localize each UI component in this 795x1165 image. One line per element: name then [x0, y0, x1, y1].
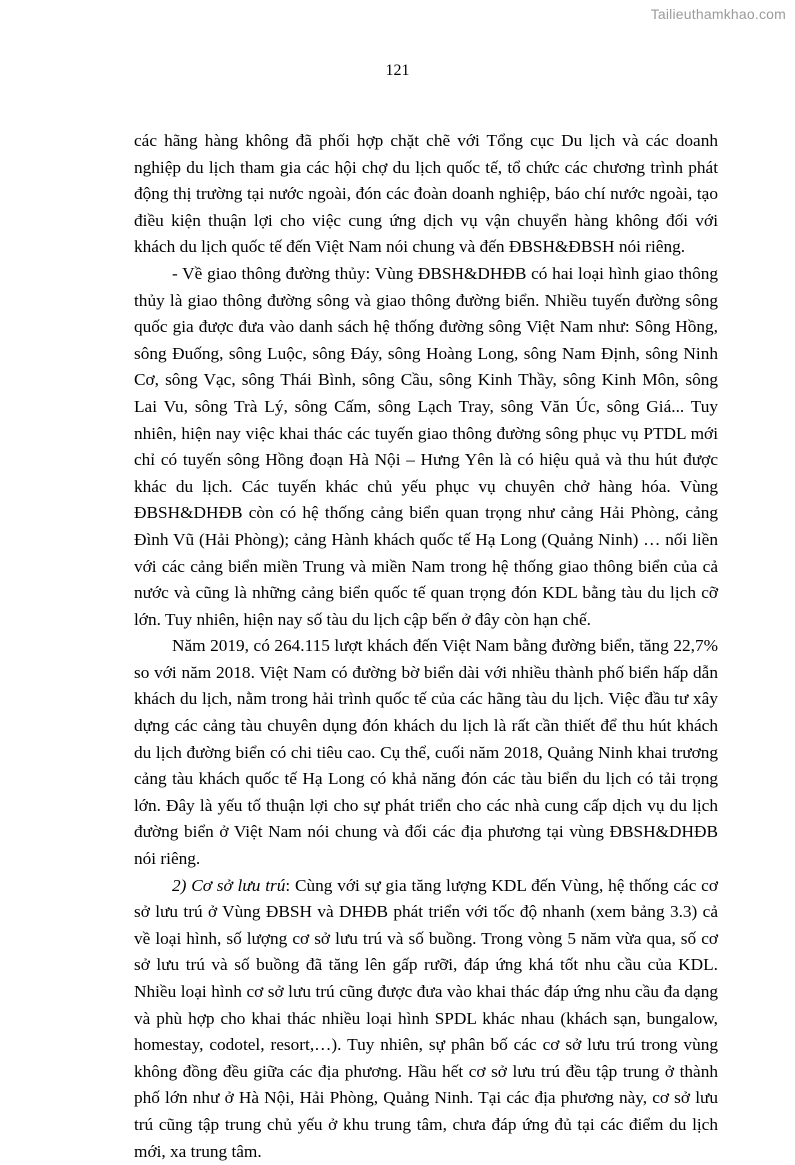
site-watermark: Tailieuthamkhao.com — [650, 6, 786, 22]
section-heading-accommodation: 2) Cơ sở lưu trú — [172, 875, 286, 895]
document-body — [134, 128, 718, 1165]
paragraph-waterway-transport: - Về giao thông đường thủy: Vùng ĐBSH&DHĐB có hai loại hình giao thông thủy là giao thông đường sông và giao thông đường biển. Nhiều tuyến đường sông quốc gia được đưa vào danh sách hệ thống đường sông Việt Nam như: Sông Hồng, sông Đuống, sông Luộc, sông Đáy, sông Hoàng Long, sông Nam Định, sông Ninh Cơ, sông Vạc, sông Thái Bình, sông Cầu, sông Kinh Thầy, sông Kinh Môn, sông Lai Vu, sông Trà Lý, sông Cấm, sông Lạch Tray, sông Văn Úc, sông Giá... Tuy nhiên, hiện nay việc khai thác các tuyến giao thông đường sông phục vụ PTDL mới chỉ có tuyến sông Hồng đoạn Hà Nội – Hưng Yên là có hiệu quả và thu hút được khác du lịch. Các tuyến khác chủ yếu phục vụ chuyên chở hàng hóa. Vùng ĐBSH&DHĐB còn có hệ thống cảng biển quan trọng như cảng Hải Phòng, cảng Đình Vũ (Hải Phòng); cảng Hành khách quốc tế Hạ Long (Quảng Ninh) … nối liền với các cảng biển miền Trung và miền Nam trong hệ thống giao thông biển của cả nước và cũng là những cảng biển quốc tế quan trọng đón KDL bằng tàu du lịch cỡ lớn. Tuy nhiên, hiện nay số tàu du lịch cập bến ở đây còn hạn chế. — [134, 263, 718, 629]
paragraph-accommodation — [134, 873, 718, 1165]
paragraph-sea-tourism-2019: Năm 2019, có 264.115 lượt khách đến Việt Nam bằng đường biển, tăng 22,7% so với năm 2018. Việt Nam có đường bờ biển dài với nhiều thành phố biển hấp dẫn khách du lịch, nằm trong hải trình quốc tế của các hãng tàu du lịch. Việc đầu tư xây dựng các cảng tàu chuyên dụng đón khách du lịch là rất cần thiết để thu hút khách du lịch đường biển có chi tiêu cao. Cụ thể, cuối năm 2018, Quảng Ninh khai trương cảng tàu khách quốc tế Hạ Long có khả năng đón các tàu biển du lịch có tải trọng lớn. Đây là yếu tố thuận lợi cho sự phát triển cho các nhà cung cấp dịch vụ du lịch đường biển ở Việt Nam nói chung và đối các địa phương tại vùng ĐBSH&DHĐB nói riêng. — [134, 636, 718, 869]
paragraph-air-transport-continuation: các hãng hàng không đã phối hợp chặt chẽ với Tổng cục Du lịch và các doanh nghiệp du lịch tham gia các hội chợ du lịch quốc tế, tổ chức các chương trình phát động thị trường tại nước ngoài, đón các đoàn doanh nghiệp, báo chí nước ngoài, tạo điều kiện thuận lợi cho việc cung ứng dịch vụ vận chuyển hàng không đối với khách du lịch quốc tế đến Việt Nam nói chung và đến ĐBSH&ĐBSH nói riêng. — [134, 131, 718, 257]
page-number: 121 — [385, 62, 410, 79]
paragraph-accommodation-text: : Cùng với sự gia tăng lượng KDL đến Vùng, hệ thống các cơ sở lưu trú ở Vùng ĐBSH và DHĐB phát triển với tốc độ nhanh (xem bảng 3.3) cả về loại hình, số lượng cơ sở lưu trú và số buồng. Trong vòng 5 năm vừa qua, số cơ sở lưu trú và số buồng đã tăng lên gấp rưỡi, đáp ứng khá tốt nhu cầu của KDL. Nhiều loại hình cơ sở lưu trú cũng được đưa vào khai thác đáp ứng nhu cầu đa dạng và phù hợp cho khai thác nhiều loại hình SPDL khác nhau (khách sạn, bungalow, homestay, codotel, resort,…). Tuy nhiên, sự phân bố các cơ sở lưu trú trong vùng không đồng đều giữa các địa phương. Hầu hết cơ sở lưu trú đều tập trung ở thành phố lớn như ở Hà Nội, Hải Phòng, Quảng Ninh. Tại các địa phương này, cơ sở lưu trú cũng tập trung chủ yếu ở khu trung tâm, chưa đáp ứng đủ tại các điểm du lịch mới, xa trung tâm. — [134, 875, 718, 1161]
